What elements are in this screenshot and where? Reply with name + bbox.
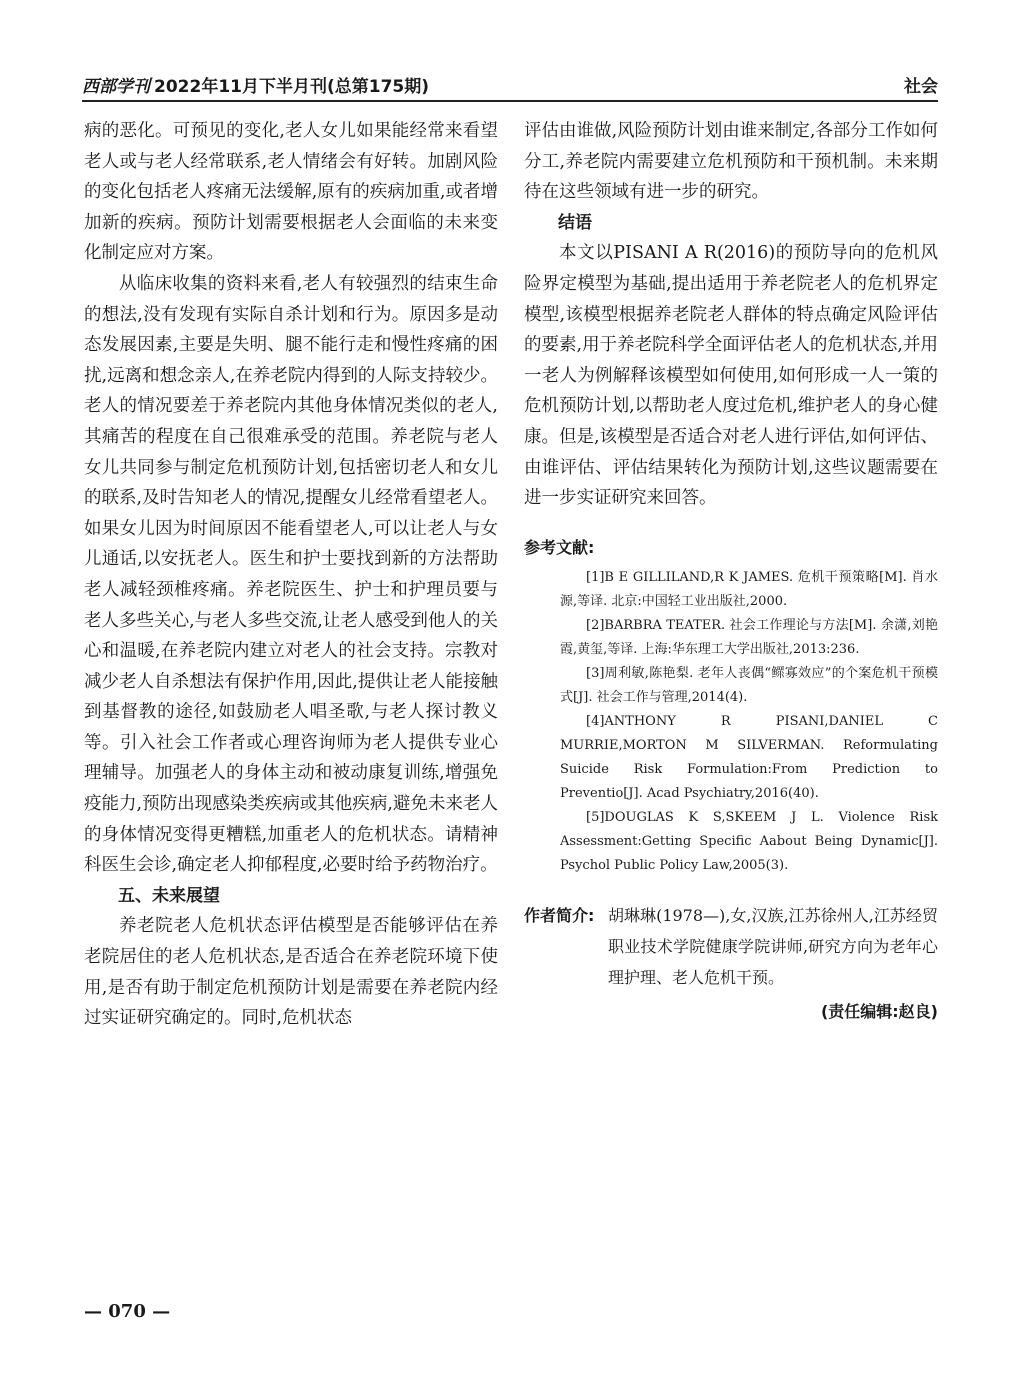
author-label: 作者简介: <box>524 905 595 925</box>
section-label: 社会 <box>904 77 938 97</box>
paragraph: 本文以PISANI A R(2016)的预防导向的危机风险界定模型为基础,提出适用于养老院老人的危机界定模型,该模型根据养老院老人群体的特点确定风险评估的要素,用于养老院科学全面评估老人的危机状态,并用一老人为例解释该模型如何使用,如何形成一人一策的危机预防计划,以帮助老人度过危机,维护老人的身心健康。但是,该模型是否适合对老人进行评估,如何评估、由谁评估、评估结果转化为预防计划,这些议题需要在进一步实证研究来回答。 <box>524 243 938 509</box>
references-list <box>524 566 938 878</box>
paragraph: 病的恶化。可预见的变化,老人女儿如果能经常来看望老人或与老人经常联系,老人情绪会有好转。加剧风险的变化包括老人疼痛无法缓解,原有的疾病加重,或者增加新的疾病。预防计划需要根据老人会面临的未来变化制定应对方案。 <box>84 121 498 264</box>
conclusion-heading: 结语 <box>558 212 592 233</box>
reference-item: [4]ANTHONY R PISANI,DANIEL C MURRIE,MORTON M SILVERMAN. Reformulating Suicide Risk Formulation:From Prediction to Preventio[J]. Acad Psychiatry,2016(40). <box>560 713 938 801</box>
reference-item: [5]DOUGLAS K S,SKEEM J L. Violence Risk Assessment:Getting Specific Aabout Being Dynamic[J]. Psychol Public Policy Law,2005(3). <box>560 809 938 873</box>
reference-item: [2]BARBRA TEATER. 社会工作理论与方法[M]. 余潇,刘艳霞,黄玺,等译. 上海:华东理工大学出版社,2013:236. <box>560 617 938 657</box>
references-title: 参考文献: <box>524 537 595 557</box>
header-divider <box>82 100 938 102</box>
reference-item: [3]周利敏,陈艳梨. 老年人丧偶“鳏寡效应”的个案危机干预模式[J]. 社会工作与管理,2014(4). <box>560 665 938 705</box>
paragraph: 评估由谁做,风险预防计划由谁来制定,各部分工作如何分工,养老院内需要建立危机预防和干预机制。未来期待在这些领域有进一步的研究。 <box>524 121 938 203</box>
right-column <box>524 116 938 1027</box>
paragraph: 从临床收集的资料来看,老人有较强烈的结束生命的想法,没有发现有实际自杀计划和行为。原因多是动态发展因素,主要是失明、腿不能行走和慢性疼痛的困扰,远离和想念亲人,在养老院内得到的人际支持较少。老人的情况要差于养老院内其他身体情况类似的老人,其痛苦的程度在自己很难承受的范围。养老院与老人女儿共同参与制定危机预防计划,包括密切老人和女儿的联系,及时告知老人的情况,提醒女儿经常看望老人。如果女儿因为时间原因不能看望老人,可以让老人与女儿通话,以安抚老人。医生和护士要找到新的方法帮助老人减轻颈椎疼痛。养老院医生、护士和护理员要与老人多些关心,与老人多些交流,让老人感受到他人的关心和温暖,在养老院内建立对老人的社会支持。宗教对减少老人自杀想法有保护作用,因此,提供让老人能接触到基督教的途径,如鼓励老人唱圣歌,与老人探讨教义等。引入社会工作者或心理咨询师为老人提供专业心理辅导。加强老人的身体主动和被动康复训练,增强免疫能力,预防出现感染类疾病或其他疾病,避免未来老人的身体情况变得更糟糕,加重老人的危机状态。请精神科医生会诊,确定老人抑郁程度,必要时给予药物治疗。 <box>84 273 498 876</box>
paragraph: 养老院老人危机状态评估模型是否能够评估在养老院居住的老人危机状态,是否适合在养老院环境下使用,是否有助于制定危机预防计划是需要在养老院内经过实证研究确定的。同时,危机状态 <box>84 916 498 1029</box>
author-text: 胡琳琳(1978—),女,汉族,江苏徐州人,江苏经贸职业技术学院健康学院讲师,研究方向为老年心理护理、老人危机干预。 <box>608 905 938 987</box>
left-column <box>84 116 498 1034</box>
responsible-editor: (责任编辑:赵良) <box>820 1001 938 1021</box>
author-bio <box>524 900 938 993</box>
section-heading: 五、未来展望 <box>118 885 220 906</box>
journal-issue <box>82 72 429 97</box>
page-header <box>82 70 938 104</box>
journal-logo: 西部学刊 <box>82 77 150 97</box>
reference-item: [1]B E GILLILAND,R K JAMES. 危机干预策略[M]. 肖水源,等译. 北京:中国轻工业出版社,2000. <box>560 569 938 609</box>
issue-label: 2022年11月下半月刊(总第175期) <box>154 77 429 97</box>
page-number: — 070 — <box>84 1301 171 1322</box>
